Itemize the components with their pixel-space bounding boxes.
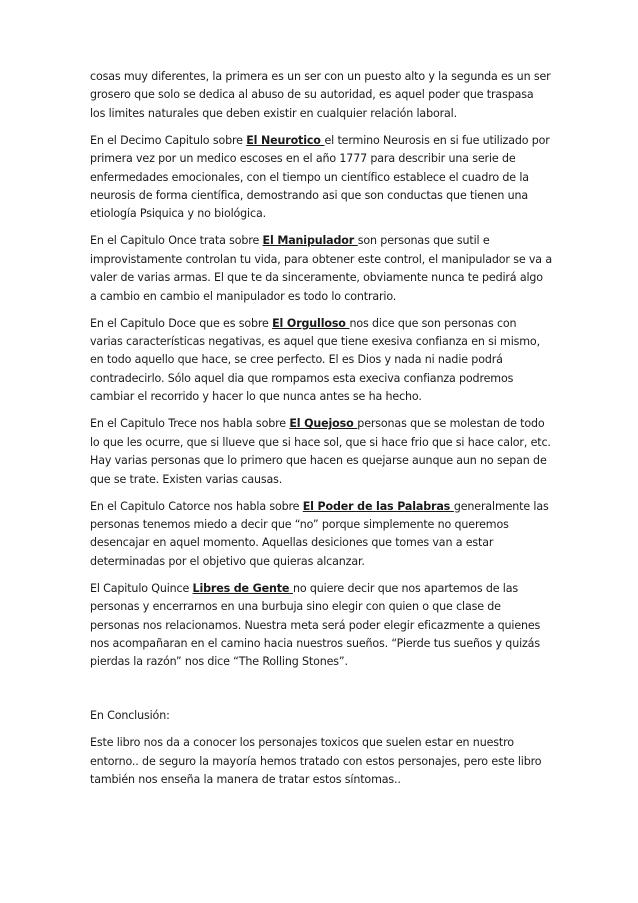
paragraph-body-text: no quiere decir que nos apartemos de las personas y encerrarnos en una burbuja sino elegir con quien o que clase de personas nos relacionamos. Nuestra meta será poder elegir eficazmente a quienes nos acompañaran en el camino hacia nuestros sueños. “Pierde tus sueños y quizás pierdas la razón” nos dice “The Rolling Stones”. (90, 581, 541, 669)
paragraph-chapter-eleven (90, 232, 552, 306)
paragraph-body-text: el termino Neurosis en si fue utilizado por primera vez por un medico escoses en el año 1777 para describir una serie de enfermedades emocionales, con el tiempo un científico establece el cuadro de la neurosis de forma científica, demostrando asi que son conductas que tienen una etiología Psiquica y no biológica. (90, 133, 550, 221)
paragraph-lead-text: En el Decimo Capitulo sobre (90, 133, 247, 147)
chapter-term-orgulloso: El Orgulloso (272, 316, 350, 330)
paragraph-lead-text: El Capitulo Quince (90, 581, 193, 595)
paragraph-body-text: son personas que sutil e improvistamente controlan tu vida, para obtener este control, el manipulador se va a valer de varias armas. El que te da sinceramente, obviamente nunca te pedirá algo a cambio en cambio el manipulador es todo lo contrario. (90, 234, 552, 303)
blank-line (90, 680, 552, 698)
paragraph-body-text: generalmente las personas tenemos miedo a decir que “no” porque simplemente no queremos desencajar en aquel momento. Aquellas desiciones que tomes van a estar determinadas por el objetivo que quieras alcanzar. (90, 499, 549, 568)
chapter-term-quejoso: El Quejoso (289, 417, 358, 431)
paragraph-lead-text: En el Capitulo Doce que es sobre (90, 316, 273, 330)
paragraph-chapter-twelve (90, 315, 552, 407)
paragraph-body-text: nos dice que son personas con varias características negativas, es aquel que tiene exesiva confianza en si mismo, en todo aquello que hace, se cree perfecto. El es Dios y nada ni nadie podrá contradecirlo. Sólo aquel dia que rompamos esta execiva confianza podremos cambiar el recorrido y hacer lo que nunca antes se ha hecho. (90, 316, 540, 404)
paragraph-lead-text: En el Capitulo Catorce nos habla sobre (90, 499, 303, 513)
paragraph-conclusion: Este libro nos da a conocer los personajes toxicos que suelen estar en nuestro entorno.. de seguro la mayoría hemos tratado con estos personajes, pero este libro también nos enseña la manera de tratar estos síntomas.. (90, 736, 542, 787)
paragraph-chapter-fifteen (90, 580, 552, 672)
paragraph-chapter-thirteen (90, 415, 552, 489)
paragraph-intro: cosas muy diferentes, la primera es un ser con un puesto alto y la segunda es un ser grosero que solo se dedica al abuso de su autoridad, es aquel poder que traspasa los limites naturales que deben existir en cualquier relación laboral. (90, 70, 551, 120)
chapter-term-poder-palabras: El Poder de las Palabras (302, 499, 454, 513)
paragraph-body-text: personas que se molestan de todo lo que les ocurre, que si llueve que si hace sol, que si hace frio que si hace calor, etc. Hay varias personas que lo primero que hacen es quejarse aunque aun no sepan de que se trate. Existen varias causas. (90, 417, 551, 486)
paragraph-chapter-fourteen (90, 498, 552, 572)
paragraph-lead-text: En el Capitulo Once trata sobre (90, 234, 263, 248)
chapter-term-neurotico: El Neurotico (246, 133, 325, 147)
chapter-term-manipulador: El Manipulador (262, 234, 358, 248)
paragraph-chapter-ten (90, 132, 552, 224)
document-page (90, 68, 552, 798)
paragraph-lead-text: En el Capitulo Trece nos habla sobre (90, 417, 290, 431)
conclusion-heading: En Conclusión: (90, 709, 170, 723)
chapter-term-libres-gente: Libres de Gente (192, 581, 293, 595)
